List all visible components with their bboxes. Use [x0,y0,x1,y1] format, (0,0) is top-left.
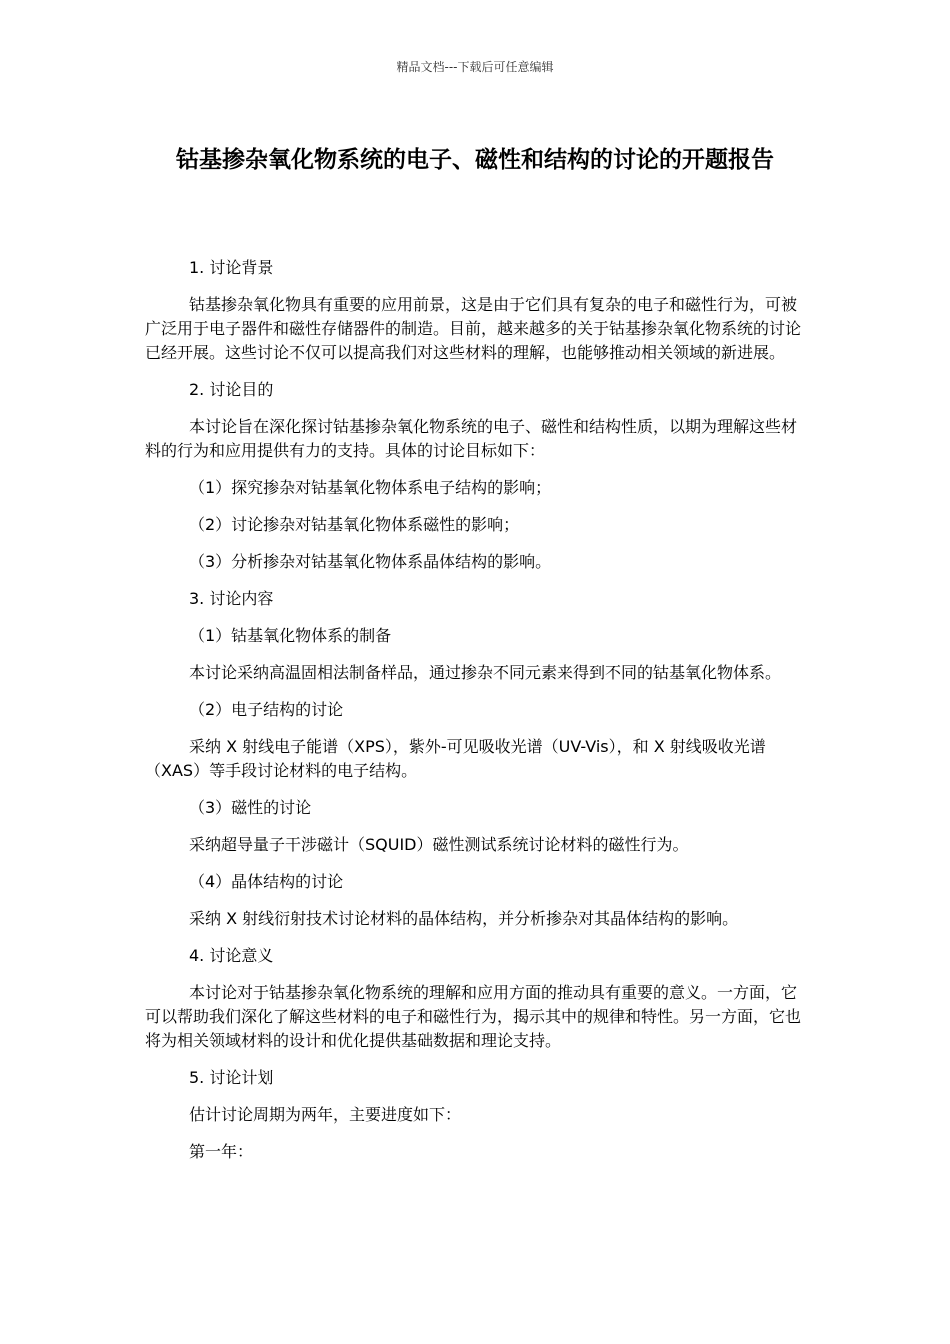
section-heading-content: 3. 讨论内容 [189,589,274,608]
paragraph-crystal: 采纳 X 射线衍射技术讨论材料的晶体结构，并分析掺杂对其晶体结构的影响。 [189,909,739,928]
paragraph-preparation: 本讨论采纳高温固相法制备样品，通过掺杂不同元素来得到不同的钴基氧化物体系。 [189,663,782,682]
purpose-item-2: （2）讨论掺杂对钴基氧化物体系磁性的影响； [189,515,520,534]
paragraph-purpose: 本讨论旨在深化探讨钴基掺杂氧化物系统的电子、磁性和结构性质，以期为理解这些材料的行为和应用提供有力的支持。具体的讨论目标如下： [145,417,798,460]
section-heading-plan: 5. 讨论计划 [189,1068,274,1087]
subheading-preparation: （1）钴基氧化物体系的制备 [189,626,392,645]
paragraph-background: 钴基掺杂氧化物具有重要的应用前景，这是由于它们具有复杂的电子和磁性行为，可被广泛用于电子器件和磁性存储器件的制造。目前，越来越多的关于钴基掺杂氧化物系统的讨论已经开展。这些讨论不仅可以提高我们对这些材料的理解，也能够推动相关领域的新进展。 [145,295,802,362]
subheading-electronic: （2）电子结构的讨论 [189,700,344,719]
page-header: 精品文档---下载后可任意编辑 [396,60,554,74]
paragraph-electronic: 采纳 X 射线电子能谱（XPS），紫外-可见吸收光谱（UV-Vis），和 X 射线吸收光谱（XAS）等手段讨论材料的电子结构。 [145,737,766,780]
purpose-item-3: （3）分析掺杂对钴基氧化物体系晶体结构的影响。 [189,552,552,571]
paragraph-plan: 估计讨论周期为两年，主要进度如下： [189,1105,462,1124]
subheading-magnetic: （3）磁性的讨论 [189,798,312,817]
purpose-item-1: （1）探究掺杂对钴基氧化物体系电子结构的影响； [189,478,552,497]
paragraph-significance: 本讨论对于钴基掺杂氧化物系统的理解和应用方面的推动具有重要的意义。一方面，它可以帮助我们深化了解这些材料的电子和磁性行为，揭示其中的规律和特性。另一方面，它也将为相关领域材料的设计和优化提供基础数据和理论支持。 [145,983,802,1050]
paragraph-magnetic: 采纳超导量子干涉磁计（SQUID）磁性测试系统讨论材料的磁性行为。 [189,835,689,854]
document-body [145,256,809,1177]
subheading-crystal: （4）晶体结构的讨论 [189,872,344,891]
section-heading-purpose: 2. 讨论目的 [189,380,274,399]
section-heading-significance: 4. 讨论意义 [189,946,274,965]
document-title: 钴基掺杂氧化物系统的电子、磁性和结构的讨论的开题报告 [176,147,774,173]
plan-year-one: 第一年： [189,1142,254,1161]
section-heading-background: 1. 讨论背景 [189,258,274,277]
